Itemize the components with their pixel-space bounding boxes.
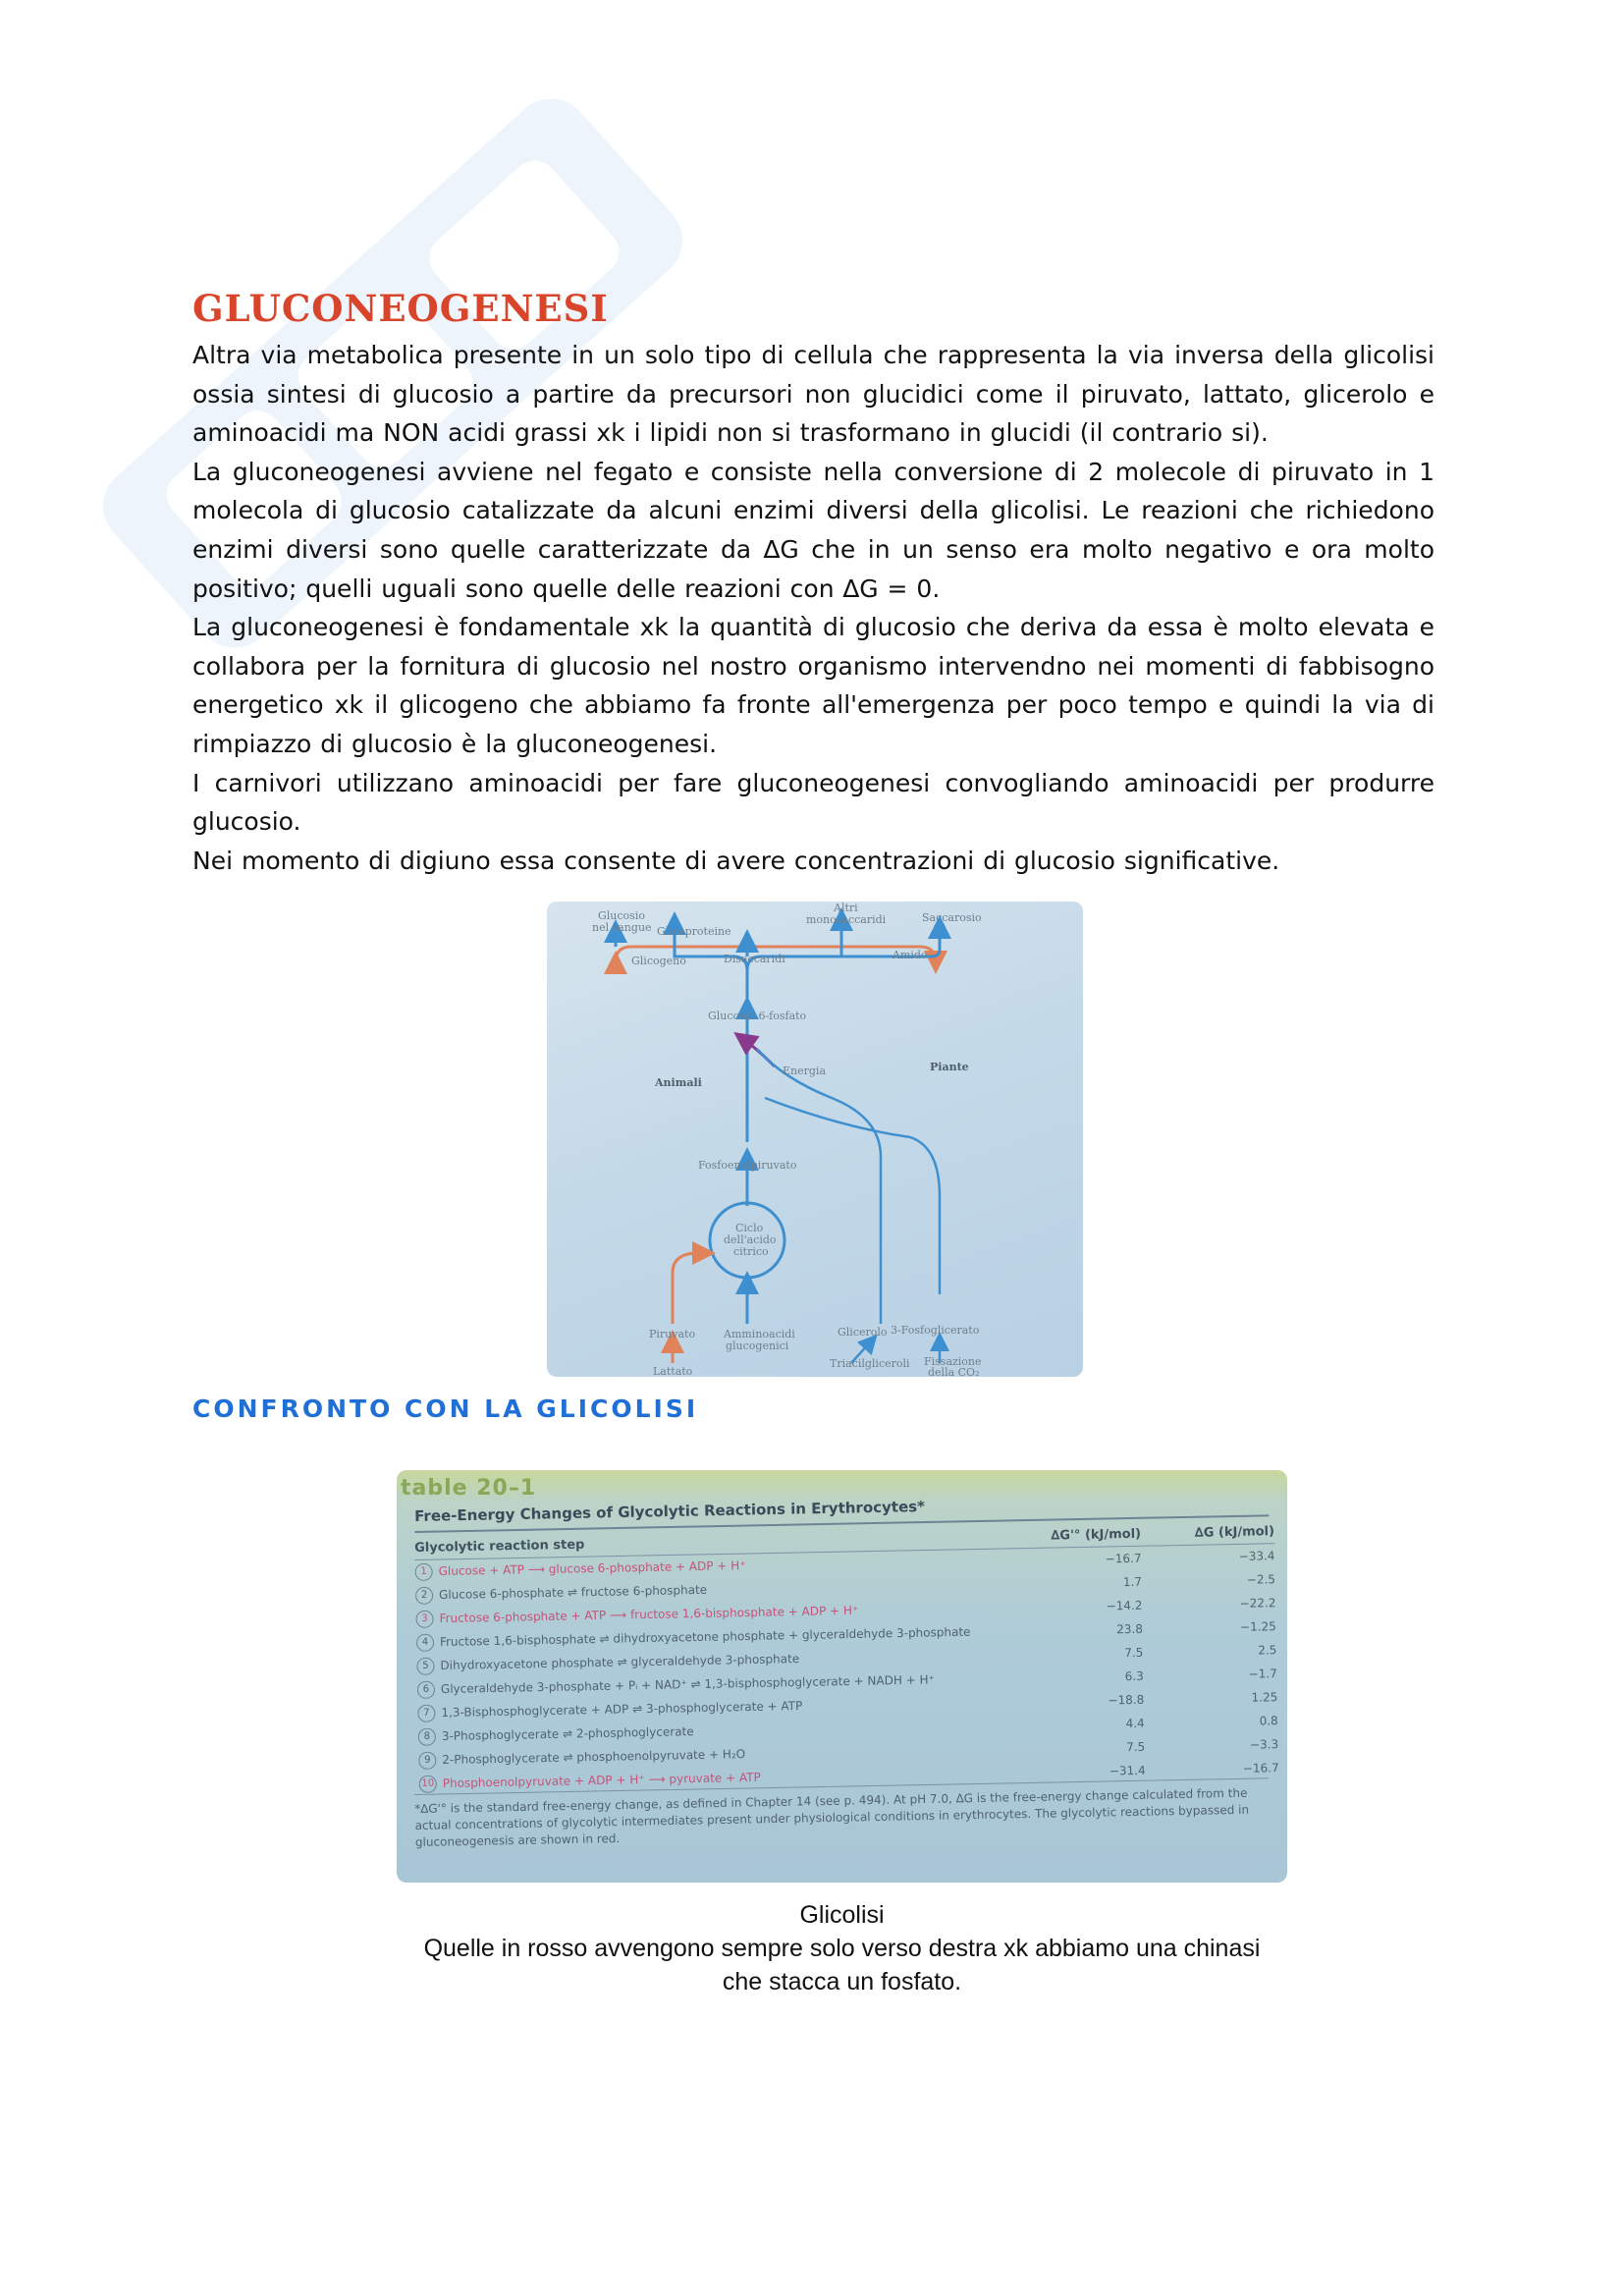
figure-caption [397,1898,1287,1998]
cell-g0: 7.5 [1125,1739,1146,1755]
label-fosfoglicerato: 3-Fosfoglicerato [891,1324,980,1337]
piruvato-to-cycle [673,1253,704,1324]
label-ciclo-2: dell'acido [724,1233,777,1246]
step-text: Fructose 6-phosphate + ATP ⟶ fructose 1,6-bisphosphate + ADP + H⁺ [439,1603,859,1626]
table-number: table 20–1 [401,1476,537,1501]
cell-g: 0.8 [1259,1714,1278,1728]
caption-text: Quelle in rosso avvengono sempre solo verso destra xk abbiamo una chinasi che stacca un fosfato. [423,1935,1261,1995]
cell-g0: 7.5 [1124,1645,1144,1661]
label-animali: Animali [655,1076,702,1089]
label-piante: Piante [930,1061,969,1073]
paragraphs [192,336,1434,880]
step-text: Phosphoenolpyruvate + ADP + H⁺ ⟶ pyruvate + ATP [442,1770,761,1790]
step-number: 9 [418,1752,436,1770]
paragraph: I carnivori utilizzano aminoacidi per fare gluconeogenesi convogliando aminoacidi per produrre glucosio. [192,768,1434,837]
label-aminoacidi-2: glucogenici [726,1339,789,1352]
label-glicoproteine: Glicoproteine [657,925,731,938]
step-text: 1,3-Bisphosphoglycerate + ADP ⇌ 3-phosphoglycerate + ATP [441,1698,803,1721]
label-aminoacidi-1: Amminoacidi [724,1328,795,1340]
label-lattato: Lattato [653,1365,693,1377]
col-g: ∆G (kJ/mol) [1194,1524,1275,1541]
label-glucosio-1: Glucosio [598,909,645,922]
label-glicogeno: Glicogeno [631,955,686,967]
cell-g: −3.3 [1249,1737,1279,1752]
label-fissazione-1: Fissazione [924,1355,982,1368]
label-ciclo-3: citrico [733,1245,769,1258]
step-number: 1 [414,1563,432,1581]
cell-g0: −16.7 [1105,1551,1142,1566]
blue-curve-right [757,1049,881,1324]
step-text: Dihydroxyacetone phosphate ⇌ glyceraldehyde 3-phosphate [440,1651,800,1673]
table-body [414,1522,1279,1796]
col-g0: ∆G'° (kJ/mol) [1051,1526,1142,1544]
cell-g0: −14.2 [1106,1598,1143,1613]
cell-g: −1.25 [1239,1619,1277,1634]
label-piruvato: Piruvato [649,1328,696,1340]
cell-g: −1.7 [1248,1667,1277,1681]
cell-g: 2.5 [1258,1643,1277,1658]
label-altri-2: monosaccaridi [806,913,887,926]
step-number: 4 [416,1634,434,1652]
cell-g: −33.4 [1238,1549,1275,1563]
pathway-diagram [547,902,1083,1377]
step-text: Glucose + ATP ⟶ glucose 6-phosphate + ADP + H⁺ [438,1558,746,1579]
cell-g0: −18.8 [1108,1692,1145,1708]
label-saccarosio: Saccarosio [922,911,982,924]
label-fissazione-2: della CO₂ [928,1366,980,1377]
step-number: 7 [417,1705,435,1722]
cell-g: −16.7 [1242,1761,1279,1776]
paragraph: Altra via metabolica presente in un solo tipo di cellula che rappresenta la via inversa della glicolisi ossia sintesi di glucosio a partire da precursori non glucidici come il piruvato, lattato, glicerolo e aminoacidi ma NON acidi grassi xk i lipidi non si trasformano in glucidi (il contrario si). [192,341,1434,448]
paragraph: La gluconeogenesi avviene nel fegato e consiste nella conversione di 2 molecole di piruvato in 1 molecola di glucosio catalizzate da alcuni enzimi diversi della glicolisi. Le reazioni che richiedono enzimi diversi sono quelle caratterizzate da ∆G che in un senso era molto negativo e ora molto positivo; quelli uguali sono quelle delle reazioni con ∆G = 0. [192,457,1434,603]
label-glucosio-2: nel sangue [592,921,652,934]
step-number: 3 [415,1611,433,1628]
label-amido: Amido [893,949,928,961]
step-number: 8 [418,1728,436,1746]
step-text: Fructose 1,6-bisphosphate ⇌ dihydroxyacetone phosphate + glyceraldehyde 3-phosphate [439,1624,971,1650]
step-text: Glucose 6-phosphate ⇌ fructose 6-phosphate [438,1582,708,1603]
glycolysis-table-photo [397,1470,1287,1883]
section-subtitle: CONFRONTO CON LA GLICOLISI [192,1394,699,1423]
page-title: GLUCONEOGENESI [192,287,609,330]
label-disaccaridi: Disaccaridi [724,953,785,965]
step-number: 6 [417,1681,435,1699]
blue-curve-right-2 [765,1098,940,1294]
cell-g0: 6.3 [1124,1668,1144,1684]
paragraph: Nei momento di digiuno essa consente di avere concentrazioni di glucosio significative. [192,846,1280,875]
label-altri-1: Altri [834,902,858,914]
cell-g0: 23.8 [1116,1621,1144,1637]
step-text: 3-Phosphoglycerate ⇌ 2-phosphoglycerate [441,1724,694,1744]
col-step: Glycolytic reaction step [414,1537,585,1556]
table-title: Free-Energy Changes of Glycolytic Reactions in Erythrocytes* [414,1491,1269,1533]
step-number: 10 [419,1776,437,1793]
label-ciclo-1: Ciclo [735,1222,764,1234]
cell-g0: 4.4 [1125,1716,1145,1731]
cell-g: −22.2 [1239,1596,1276,1611]
step-number: 2 [415,1587,433,1605]
caption-title: Glicolisi [799,1901,885,1929]
cell-g0: 1.7 [1122,1574,1143,1590]
gluconeogenesis-pathway-photo [547,902,1083,1377]
step-number: 5 [416,1658,434,1675]
cell-g: −2.5 [1246,1572,1276,1587]
step-text: 2-Phosphoglycerate ⇌ phosphoenolpyruvate + H₂O [442,1747,746,1767]
label-energia: Energia [783,1065,826,1077]
label-glicerolo: Glicerolo [838,1326,888,1339]
table-footnote: *∆G'° is the standard free-energy change, as defined in Chapter 14 (see p. 494). At pH 7.0, ∆G is the free-energy change calculated from the actual concentrations of glycolytic intermediates present under physiological conditions in erythrocytes. The glycolytic reactions bypassed in gluconeogenesis are shown in red. [414,1777,1270,1851]
label-triacilgliceroli: Triacilgliceroli [830,1357,910,1370]
label-glucosio-6p: Glucosio 6-fosfato [708,1010,807,1022]
cell-g0: −31.4 [1109,1763,1146,1778]
step-text: Glyceraldehyde 3-phosphate + Pᵢ + NAD⁺ ⇌ 1,3-bisphosphoglycerate + NADH + H⁺ [440,1672,936,1697]
label-fosfoenolpiruvato: Fosfoenolpiruvato [698,1159,797,1172]
cell-g: 1.25 [1251,1690,1278,1705]
document-body [192,287,1434,880]
paragraph: La gluconeogenesi è fondamentale xk la quantità di glucosio che deriva da essa è molto elevata e collabora per la fornitura di glucosio nel nostro organismo intervendno nei momenti di fabbisogno energetico xk il glicogeno che abbiamo fa fronte all'emergenza per poco tempo e quindi la via di rimpiazzo di glucosio è la gluconeogenesi. [192,613,1434,758]
